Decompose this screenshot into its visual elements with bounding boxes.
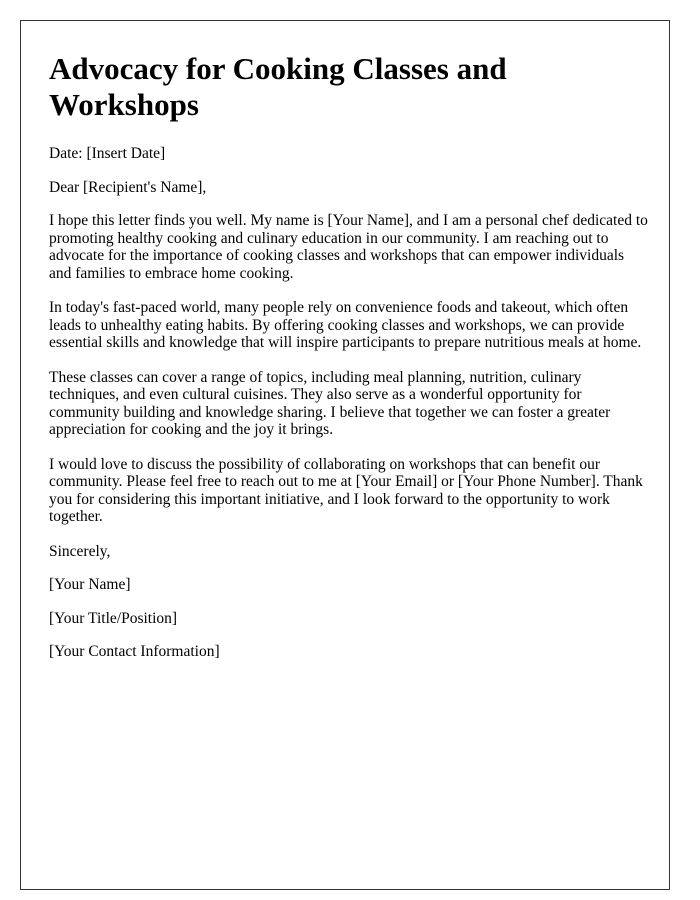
body-paragraph-topics: These classes can cover a range of topics, including meal planning, nutrition, culinary techniques, and even cultural cuisines. They also serve as a wonderful opportunity for community building and knowledge sharing. I believe that together we can foster a greater appreciation for cooking and the joy it brings. (49, 368, 611, 438)
date-line: Date: [Insert Date] (49, 145, 166, 162)
letter-page (20, 20, 670, 890)
body-paragraph-intro: I hope this letter finds you well. My name is [Your Name], and I am a personal chef dedicated to promoting healthy cooking and culinary education in our community. I am reaching out to advocate for the importance of cooking classes and workshops that can empower individuals and families to embrace home cooking. (49, 212, 648, 282)
signature-contact: [Your Contact Information] (49, 643, 220, 660)
body-paragraph-call-to-action: I would love to discuss the possibility of collaborating on workshops that can benefit our community. Please feel free to reach out to me at [Your Email] or [Your Phone Number]. Thank you for considering this important initiative, and I look forward to the opportunity to work together. (49, 455, 643, 525)
signature-name: [Your Name] (49, 576, 131, 593)
signature-title: [Your Title/Position] (49, 609, 178, 627)
letter-title: Advocacy for Cooking Classes and Workshops (49, 51, 507, 122)
body-paragraph-problem: In today's fast-paced world, many people rely on convenience foods and takeout, which often leads to unhealthy eating habits. By offering cooking classes and workshops, we can provide essential skills and knowledge that will inspire participants to prepare nutritious meals at home. (49, 299, 642, 351)
closing: Sincerely, (49, 542, 111, 560)
salutation: Dear [Recipient's Name], (49, 178, 207, 196)
